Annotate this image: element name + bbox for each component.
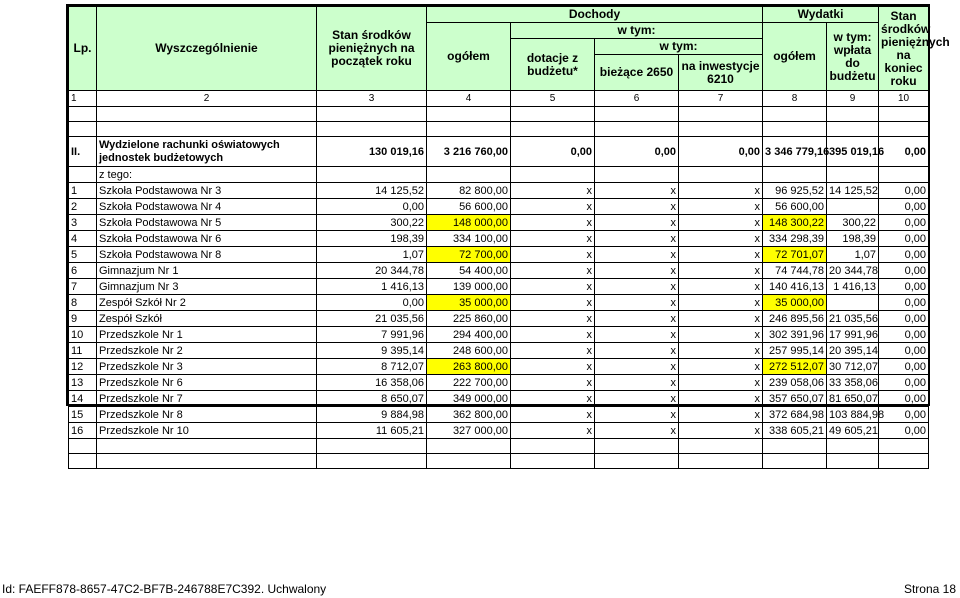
- table-row: [69, 263, 929, 279]
- cell-c7: x: [679, 263, 763, 279]
- cell-c7: x: [679, 407, 763, 423]
- cell-c5: x: [511, 359, 595, 375]
- cell-c7: x: [679, 359, 763, 375]
- cell-c6: x: [595, 423, 679, 439]
- cell-c8: 56 600,00: [763, 199, 827, 215]
- cell-c7: x: [679, 375, 763, 391]
- cell-c9: 103 884,98: [827, 407, 879, 423]
- table-row: [69, 215, 929, 231]
- header-dotacje: dotacje z budżetu*: [511, 39, 595, 91]
- cell-c7: x: [679, 199, 763, 215]
- table-row: [69, 183, 929, 199]
- cell-c5: x: [511, 231, 595, 247]
- cell-c10: 0,00: [879, 311, 929, 327]
- cell-c9: 14 125,52: [827, 183, 879, 199]
- cell-c3: 8 712,07: [317, 359, 427, 375]
- cell-c10: 0,00: [879, 231, 929, 247]
- cell-name: Przedszkole Nr 10: [97, 423, 317, 439]
- spacer-rows: [69, 107, 929, 137]
- cell-c5: x: [511, 343, 595, 359]
- cell-c8: 72 701,07: [763, 247, 827, 263]
- cell-name: Szkoła Podstawowa Nr 5: [97, 215, 317, 231]
- cell-lp: 9: [69, 311, 97, 327]
- cell-c4: 56 600,00: [427, 199, 511, 215]
- cell-c3: 9 884,98: [317, 407, 427, 423]
- section-value: 395 019,16: [827, 137, 879, 167]
- cell-c10: 0,00: [879, 263, 929, 279]
- cell-c8: 357 650,07: [763, 391, 827, 407]
- cell-c10: 0,00: [879, 375, 929, 391]
- cell-c4: 263 800,00: [427, 359, 511, 375]
- cell-c3: 8 650,07: [317, 391, 427, 407]
- table-row: [69, 359, 929, 375]
- header-dochody-ogolem: ogółem: [427, 23, 511, 91]
- cell-c5: x: [511, 327, 595, 343]
- cell-c6: x: [595, 407, 679, 423]
- cell-c6: x: [595, 359, 679, 375]
- table-row: [69, 231, 929, 247]
- cell-c3: 9 395,14: [317, 343, 427, 359]
- cell-c5: x: [511, 199, 595, 215]
- cell-c10: 0,00: [879, 295, 929, 311]
- cell-lp: 4: [69, 231, 97, 247]
- cell-c8: 148 300,22: [763, 215, 827, 231]
- cell-lp: 13: [69, 375, 97, 391]
- cell-lp: 12: [69, 359, 97, 375]
- colnum-8: 8: [763, 91, 827, 107]
- header-stan-koniec: Stan środków pieniężnych na koniec roku: [879, 7, 929, 91]
- cell-name: Szkoła Podstawowa Nr 3: [97, 183, 317, 199]
- cell-c4: 222 700,00: [427, 375, 511, 391]
- cell-c6: x: [595, 327, 679, 343]
- cell-c9: 300,22: [827, 215, 879, 231]
- header-wydatki-ogolem: ogółem: [763, 23, 827, 91]
- cell-c9: [827, 295, 879, 311]
- cell-c10: 0,00: [879, 327, 929, 343]
- cell-c10: 0,00: [879, 199, 929, 215]
- cell-c9: 17 991,96: [827, 327, 879, 343]
- table-row: [69, 407, 929, 423]
- cell-c9: 20 395,14: [827, 343, 879, 359]
- cell-c8: 96 925,52: [763, 183, 827, 199]
- table-row: [69, 327, 929, 343]
- cell-name: Zespół Szkół Nr 2: [97, 295, 317, 311]
- section-lp: II.: [69, 137, 97, 167]
- cell-c8: 35 000,00: [763, 295, 827, 311]
- cell-c5: x: [511, 375, 595, 391]
- cell-c6: x: [595, 279, 679, 295]
- document-id: Id: FAEFF878-8657-47C2-BF7B-246788E7C392. Uchwalony: [2, 582, 327, 596]
- colnum-3: 3: [317, 91, 427, 107]
- cell-c7: x: [679, 327, 763, 343]
- header-lp: Lp.: [69, 7, 97, 91]
- cell-c4: 72 700,00: [427, 247, 511, 263]
- cell-lp: 5: [69, 247, 97, 263]
- cell-c4: 139 000,00: [427, 279, 511, 295]
- cell-c7: x: [679, 311, 763, 327]
- cell-name: Gimnazjum Nr 3: [97, 279, 317, 295]
- cell-c6: x: [595, 295, 679, 311]
- cell-c6: x: [595, 263, 679, 279]
- cell-c9: 20 344,78: [827, 263, 879, 279]
- cell-c7: x: [679, 423, 763, 439]
- header-wydatki: Wydatki: [763, 7, 879, 23]
- cell-c10: 0,00: [879, 343, 929, 359]
- cell-c10: 0,00: [879, 279, 929, 295]
- table-row: [69, 247, 929, 263]
- cell-c4: 82 800,00: [427, 183, 511, 199]
- header-inwestycje: na inwestycje 6210: [679, 55, 763, 91]
- cell-c8: 272 512,07: [763, 359, 827, 375]
- cell-c8: 257 995,14: [763, 343, 827, 359]
- cell-c9: 1 416,13: [827, 279, 879, 295]
- cell-c3: 16 358,06: [317, 375, 427, 391]
- cell-c5: x: [511, 407, 595, 423]
- cell-name: Przedszkole Nr 8: [97, 407, 317, 423]
- colnum-9: 9: [827, 91, 879, 107]
- cell-c4: 248 600,00: [427, 343, 511, 359]
- cell-lp: 16: [69, 423, 97, 439]
- cell-c7: x: [679, 343, 763, 359]
- cell-c6: x: [595, 231, 679, 247]
- trailing-rows: [69, 439, 929, 469]
- cell-name: Szkoła Podstawowa Nr 4: [97, 199, 317, 215]
- column-numbers-row: [69, 91, 929, 107]
- cell-lp: 7: [69, 279, 97, 295]
- cell-lp: 14: [69, 391, 97, 407]
- section-row-group: [69, 137, 929, 183]
- table-row: [69, 423, 929, 439]
- table-row: [69, 311, 929, 327]
- cell-c6: x: [595, 247, 679, 263]
- cell-c4: 148 000,00: [427, 215, 511, 231]
- section-value: 0,00: [595, 137, 679, 167]
- budget-table-sheet: [66, 4, 950, 437]
- z-tego-label: z tego:: [97, 167, 317, 183]
- cell-c10: 0,00: [879, 183, 929, 199]
- cell-c3: 300,22: [317, 215, 427, 231]
- cell-name: Przedszkole Nr 1: [97, 327, 317, 343]
- cell-c8: 239 058,06: [763, 375, 827, 391]
- cell-c9: 81 650,07: [827, 391, 879, 407]
- cell-c3: 198,39: [317, 231, 427, 247]
- cell-c9: 49 605,21: [827, 423, 879, 439]
- data-rows: [69, 183, 929, 439]
- cell-c9: 30 712,07: [827, 359, 879, 375]
- section-value: 3 216 760,00: [427, 137, 511, 167]
- cell-c9: [827, 199, 879, 215]
- cell-name: Zespół Szkół: [97, 311, 317, 327]
- cell-c9: 33 358,06: [827, 375, 879, 391]
- cell-c4: 349 000,00: [427, 391, 511, 407]
- cell-name: Szkoła Podstawowa Nr 8: [97, 247, 317, 263]
- cell-c10: 0,00: [879, 407, 929, 423]
- cell-c3: 14 125,52: [317, 183, 427, 199]
- header-dochody: Dochody: [427, 7, 763, 23]
- colnum-6: 6: [595, 91, 679, 107]
- cell-lp: 11: [69, 343, 97, 359]
- section-value: 130 019,16: [317, 137, 427, 167]
- cell-lp: 15: [69, 407, 97, 423]
- colnum-2: 2: [97, 91, 317, 107]
- cell-c5: x: [511, 311, 595, 327]
- cell-c8: 302 391,96: [763, 327, 827, 343]
- colnum-4: 4: [427, 91, 511, 107]
- cell-c5: x: [511, 215, 595, 231]
- cell-c6: x: [595, 375, 679, 391]
- cell-c5: x: [511, 247, 595, 263]
- cell-c7: x: [679, 391, 763, 407]
- cell-c9: 198,39: [827, 231, 879, 247]
- cell-c9: 1,07: [827, 247, 879, 263]
- header-biezace: bieżące 2650: [595, 55, 679, 91]
- cell-c3: 1,07: [317, 247, 427, 263]
- cell-c4: 327 000,00: [427, 423, 511, 439]
- cell-c6: x: [595, 311, 679, 327]
- cell-c6: x: [595, 183, 679, 199]
- cell-name: Przedszkole Nr 6: [97, 375, 317, 391]
- cell-c10: 0,00: [879, 215, 929, 231]
- colnum-10: 10: [879, 91, 929, 107]
- cell-c7: x: [679, 215, 763, 231]
- cell-c10: 0,00: [879, 423, 929, 439]
- header-wplata: w tym: wpłata do budżetu: [827, 23, 879, 91]
- cell-c4: 35 000,00: [427, 295, 511, 311]
- cell-c7: x: [679, 295, 763, 311]
- cell-c4: 334 100,00: [427, 231, 511, 247]
- table-row: [69, 279, 929, 295]
- colnum-5: 5: [511, 91, 595, 107]
- cell-lp: 6: [69, 263, 97, 279]
- cell-lp: 1: [69, 183, 97, 199]
- cell-lp: 2: [69, 199, 97, 215]
- section-value: 0,00: [511, 137, 595, 167]
- cell-c5: x: [511, 183, 595, 199]
- table-row: [69, 375, 929, 391]
- table-row: [69, 343, 929, 359]
- cell-name: Gimnazjum Nr 1: [97, 263, 317, 279]
- header-w-tym-1: w tym:: [511, 23, 763, 39]
- cell-c10: 0,00: [879, 247, 929, 263]
- section-name: Wydzielone rachunki oświatowych jednostek budżetowych: [97, 137, 317, 167]
- cell-c6: x: [595, 215, 679, 231]
- section-value: 3 346 779,16: [763, 137, 827, 167]
- cell-c7: x: [679, 183, 763, 199]
- cell-c4: 362 800,00: [427, 407, 511, 423]
- cell-name: Szkoła Podstawowa Nr 6: [97, 231, 317, 247]
- cell-name: Przedszkole Nr 2: [97, 343, 317, 359]
- cell-c5: x: [511, 391, 595, 407]
- cell-c4: 54 400,00: [427, 263, 511, 279]
- header-stan-poczatek: Stan środków pieniężnych na początek roku: [317, 7, 427, 91]
- table-row: [69, 199, 929, 215]
- cell-c9: 21 035,56: [827, 311, 879, 327]
- cell-c3: 21 035,56: [317, 311, 427, 327]
- cell-c10: 0,00: [879, 359, 929, 375]
- cell-c7: x: [679, 231, 763, 247]
- cell-c5: x: [511, 263, 595, 279]
- table-row: [69, 295, 929, 311]
- cell-c7: x: [679, 247, 763, 263]
- cell-c8: 140 416,13: [763, 279, 827, 295]
- section-value: 0,00: [679, 137, 763, 167]
- cell-c6: x: [595, 199, 679, 215]
- section-value: 0,00: [879, 137, 929, 167]
- colnum-1: 1: [69, 91, 97, 107]
- cell-name: Przedszkole Nr 7: [97, 391, 317, 407]
- cell-c3: 20 344,78: [317, 263, 427, 279]
- cell-c3: 0,00: [317, 199, 427, 215]
- budget-table: [68, 6, 950, 469]
- cell-lp: 8: [69, 295, 97, 311]
- cell-c5: x: [511, 423, 595, 439]
- cell-c5: x: [511, 279, 595, 295]
- cell-c6: x: [595, 391, 679, 407]
- header-w-tym-2: w tym:: [595, 39, 763, 55]
- cell-c8: 338 605,21: [763, 423, 827, 439]
- cell-c4: 225 860,00: [427, 311, 511, 327]
- cell-c8: 334 298,39: [763, 231, 827, 247]
- table-row: [69, 391, 929, 407]
- cell-c8: 372 684,98: [763, 407, 827, 423]
- cell-c10: 0,00: [879, 391, 929, 407]
- cell-c5: x: [511, 295, 595, 311]
- cell-c7: x: [679, 279, 763, 295]
- table-header: [69, 7, 950, 91]
- cell-c8: 74 744,78: [763, 263, 827, 279]
- cell-c3: 7 991,96: [317, 327, 427, 343]
- colnum-7: 7: [679, 91, 763, 107]
- cell-lp: 3: [69, 215, 97, 231]
- cell-c3: 1 416,13: [317, 279, 427, 295]
- page-number: Strona 18: [903, 582, 956, 596]
- header-wyszczegolnienie: Wyszczególnienie: [97, 7, 317, 91]
- cell-name: Przedszkole Nr 3: [97, 359, 317, 375]
- cell-lp: 10: [69, 327, 97, 343]
- cell-c8: 246 895,56: [763, 311, 827, 327]
- cell-c6: x: [595, 343, 679, 359]
- cell-c4: 294 400,00: [427, 327, 511, 343]
- cell-c3: 11 605,21: [317, 423, 427, 439]
- cell-c3: 0,00: [317, 295, 427, 311]
